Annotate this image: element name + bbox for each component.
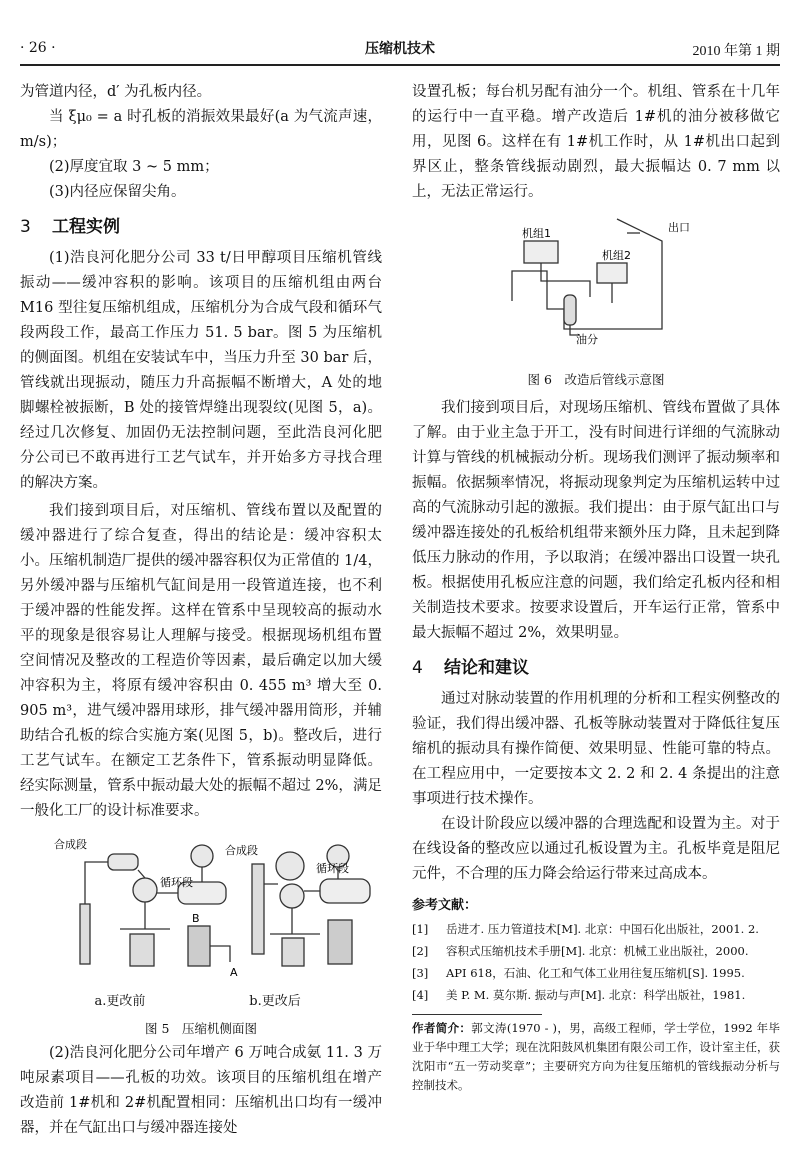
list-item-sharp-edge: (3)内径应保留尖角。 <box>49 184 186 200</box>
references-heading: 参考文献： <box>412 898 478 913</box>
paragraph-conclusion-2: 在设计阶段应以缓冲器的合理选配和设置为主。对于在线设备的整改应以通过孔板设置为主。孔板毕竟是阻尼元件，不合理的压力降会给运行带来过高成本。 <box>412 816 780 882</box>
list-item-thickness: (2)厚度宜取 3 ~ 5 mm； <box>49 159 219 175</box>
reference-item: [4] 美 P. M. 莫尔斯. 振动与声[M]. 北京：科学出版社，1981. <box>412 988 746 1002</box>
label-unit-2: 机组2 <box>602 249 631 262</box>
journal-title: 压缩机技术 <box>365 41 435 57</box>
paragraph-case-1: (1)浩良河化肥分公司 33 t/日甲醇项目压缩机管线振动——缓冲容积的影响。该项目的压缩机组由两台 M16 型往复压缩机组成，压缩机分为合成气段和循环气段两段工作，最高工作压力 51. 5 bar。图 5 为压缩机的侧面图。机组在安装试车中，当压力升至 30 bar 后，管线就出现振动，随压力升高振幅不断增大，A 处的地脚螺栓被振断，B 处的接管焊缝出现裂纹(见图 5，a)。经过几次修复、加固仍无法控制问题，至此浩良河化肥分公司已不敢再进行工艺气试车，并开始多方寻找合理的解决方案。 <box>20 250 382 491</box>
label-oil-separator: 油分 <box>576 333 598 346</box>
paragraph-continued: 设置孔板；每台机另配有油分一个。机组、管系在十几年的运行中一直平稳。增产改造后 1#机的油分被移做它用，见图 6。这样在有 1#机工作时，从 1#机出口起到界区止，整条管线振动剧烈，最大振幅达 0. 7 mm 以上，无法正常运行。 <box>412 84 780 200</box>
label-point-b: B <box>192 912 200 925</box>
right-column <box>412 80 780 1095</box>
label-cycle-stage-a: 循环段 <box>160 876 193 889</box>
reference-item: [2] 容积式压缩机技术手册[M]. 北京：机械工业出版社，2000. <box>412 944 749 958</box>
paragraph-case-2: (2)浩良河化肥分公司年增产 6 万吨合成氨 11. 3 万吨尿素项目——孔板的功效。该项目的压缩机组在增产改造前 1#机和 2#机配置相同：压缩机出口均有一缓冲器，并在气缸出口与缓冲器连接处 <box>20 1045 382 1136</box>
footnote-divider <box>412 1014 542 1015</box>
author-bio: 作者简介：郭文涛(1970 - )，男，高级工程师，学士学位，1992 年毕业于华中理工大学；现在沈阳鼓风机集团有限公司工作，设计室主任，获沈阳市“五一劳动奖章”；主要研究方向为往复压缩机的管线振动分析与控制技术。 <box>412 1021 781 1092</box>
section-heading-3: 3 工程实例 <box>20 217 120 237</box>
paragraph-intro: 为管道内径，d′ 为孔板内径。 <box>20 84 212 100</box>
page-number: · 26 · <box>20 40 56 56</box>
figure-5-subcaption-b: b.更改后 <box>249 994 301 1009</box>
paragraph-review: 我们接到项目后，对压缩机、管线布置以及配置的缓冲器进行了综合复查，得出的结论是：缓冲容积太小。压缩机制造厂提供的缓冲器容积仅为正常值的 1/4，另外缓冲器与压缩机气缸间是用一段管道连接，也不利于缓冲器的性能发挥。这样在管系中呈现较高的振动水平的现象是很容易让人理解与接受。根据现场机组布置空间情况及整改的工程造价等因素，最后确定以加大缓冲容积为主，将原有缓冲容积由 0. 455 m³ 增大至 0. 905 m³，进气缓冲器用球形，排气缓冲器用筒形，并辅助结合孔板的综合实施方案(见图 5，b)。整改后，进行工艺气试车。在额定工艺条件下，管系振动明显降低。经实际测量，管系中振动最大处的振幅不超过 2%，满足一般化工厂的设计标准要求。 <box>20 503 382 819</box>
paragraph-conclusion-1: 通过对脉动装置的作用机理的分析和工程实例整改的验证，我们得出缓冲器、孔板等脉动装置对于降低往复压缩机的振动具有操作简便、效果明显、性能可靠的特点。在工程应用中，一定要按本文 2. 2 和 2. 4 条提出的注意事项进行技术操作。 <box>412 691 780 807</box>
label-synthesis-stage-b: 合成段 <box>225 844 258 857</box>
figure-5-drawing <box>20 834 382 984</box>
label-synthesis-stage-a: 合成段 <box>54 838 87 851</box>
references-list <box>412 918 780 1006</box>
label-unit-1: 机组1 <box>522 227 551 240</box>
reference-item: [1] 岳进才. 压力管道技术[M]. 北京：中国石化出版社，2001. 2. <box>412 922 759 936</box>
issue-label: 2010 年第 1 期 <box>692 44 780 59</box>
figure-5-subcaption-a: a.更改前 <box>94 994 146 1009</box>
figure-5 <box>20 834 382 1039</box>
figure-6-drawing <box>412 211 780 359</box>
figure-5-caption: 图 5 压缩机侧面图 <box>145 1021 257 1036</box>
label-point-a: A <box>230 966 238 979</box>
figure-6 <box>412 211 780 390</box>
section-heading-4: 4 结论和建议 <box>412 658 529 678</box>
figure-6-caption: 图 6 改造后管线示意图 <box>527 372 665 387</box>
left-column <box>20 80 382 1141</box>
reference-item: [3] API 618，石油、化工和气体工业用往复压缩机[S]. 1995. <box>412 966 745 980</box>
page-header <box>20 38 780 66</box>
paragraph-analysis: 我们接到项目后，对现场压缩机、管线布置做了具体了解。由于业主急于开工，没有时间进行详细的气流脉动计算与管线的机械振动分析。现场我们测评了振动频率和振幅。依据频率情况，将振动现象判定为压缩机运转中过高的气流脉动引起的激振。我们提出：由于原气缸出口与缓冲器连接处的孔板给机组带来额外压力降，且未起到降低压力脉动的作用，予以取消；在缓冲器出口设置一块孔板。根据使用孔板应注意的问题，我们给定孔板内径和相关制造技术要求。按要求设置后，开车运行正常，管系中最大振幅不超过 2%，效果明显。 <box>412 400 780 641</box>
label-cycle-stage-b: 循环段 <box>316 862 349 875</box>
label-exit: 出口 <box>668 221 690 234</box>
paragraph-condition: 当 ξμ₀ = a 时孔板的消振效果最好(a 为气流声速，m/s)； <box>20 109 382 150</box>
